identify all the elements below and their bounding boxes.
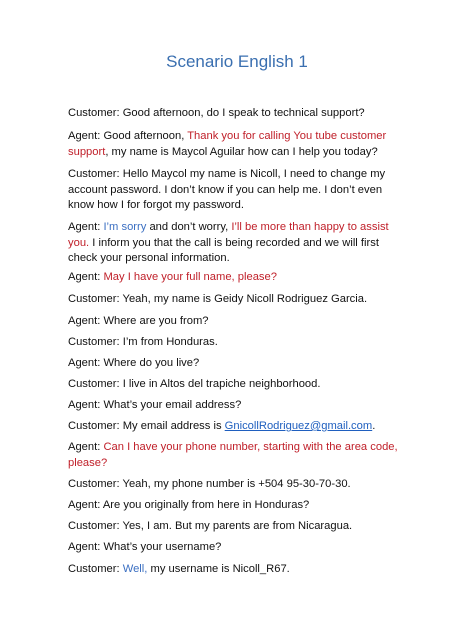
line-text: Customer: My email address is [68,420,225,432]
line-text: Agent: [68,441,104,453]
dialogue-line [68,498,408,514]
highlight-phrase: Thank you for calling You tube customer support [68,130,387,158]
line-text: Agent: What’s your username? [68,541,222,553]
highlight-phrase: May I have your full name, please? [103,271,277,283]
dialogue-line [68,398,408,414]
dialogue-line [68,129,408,160]
dialogue-line [68,440,408,471]
line-text: Agent: Good afternoon, [68,130,188,142]
dialogue-line [68,377,408,393]
email-link[interactable]: GnicollRodriguez@gmail.com [224,420,373,432]
line-text: Customer: [68,563,123,575]
line-text: Customer: Good afternoon, do I speak to technical support? [68,107,365,119]
line-text: my username is Nicoll_R67. [147,563,290,575]
line-text: Customer: Yes, I am. But my parents are from Nicaragua. [68,520,353,532]
dialogue-line [68,335,408,351]
line-text: Customer: Yeah, my phone number is +504 95-30-70-30. [68,478,351,490]
line-text: . [372,420,376,432]
dialogue-line [68,419,408,435]
line-text: , my name is Maycol Aguilar how can I help you today? [105,145,378,158]
line-text: Customer: Yeah, my name is Geidy Nicoll Rodriguez Garcia. [68,293,368,305]
line-text: Customer: I live in Altos del trapiche neighborhood. [68,378,321,390]
dialogue-line [68,314,408,330]
dialogue-line [68,540,408,556]
highlight-phrase: Well, [122,563,148,575]
dialogue-line [68,220,408,267]
line-text: Agent: Are you originally from here in Honduras? [68,499,310,511]
highlight-phrase: Can I have your phone number, starting with the area code, please? [68,441,398,469]
dialogue-line [68,167,408,214]
line-text: Agent: Where do you live? [68,357,200,369]
dialogue-line [68,477,408,493]
line-text: Customer: Hello Maycol my name is Nicoll, I need to change my account password. I don’t know if you can help me. I don’t even know how I for forgot my password. [68,168,386,211]
highlight-phrase: I’ll be more than happy to assist you. [68,221,389,249]
dialogue-line [68,519,408,535]
dialogue-line [68,562,408,578]
highlight-phrase: I’m sorry [103,221,147,233]
line-text: and don’t worry, [146,221,232,233]
dialogue-line [68,270,408,286]
line-text: Agent: Where are you from? [68,315,209,327]
line-text: Agent: [68,271,104,283]
line-text: Agent: What’s your email address? [68,399,242,411]
line-text: Agent: [68,221,104,233]
dialogue-line [68,356,408,372]
dialogue-line [68,106,408,122]
line-text: Customer: I’m from Honduras. [68,336,218,348]
line-text: I inform you that the call is being recorded and we will first check your personal information. [68,236,379,264]
dialogue-line [68,292,408,308]
document-title: Scenario English 1 [166,52,308,71]
